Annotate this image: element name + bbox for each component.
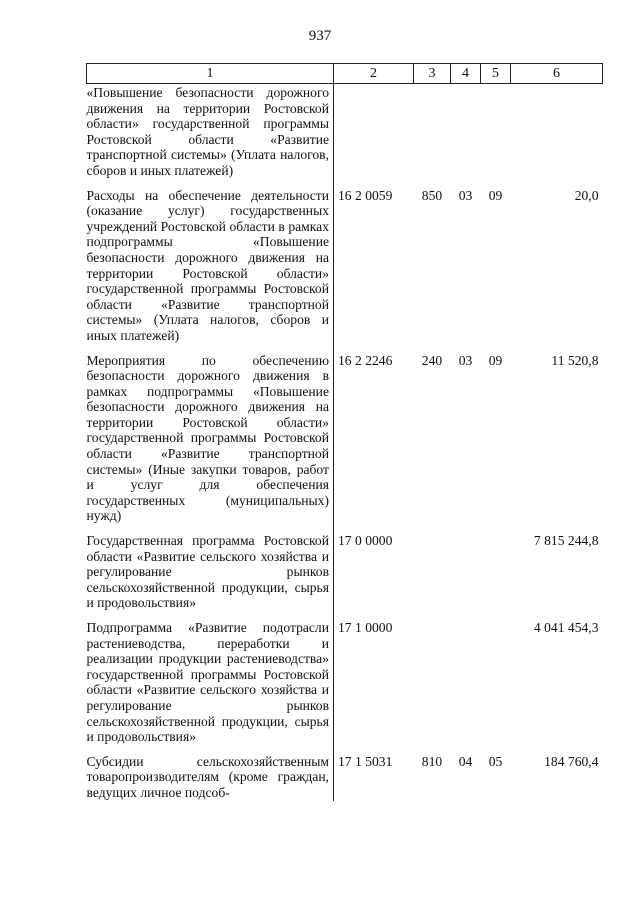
row-amount: 7 815 244,8 xyxy=(533,533,599,549)
row-pr: 09 xyxy=(488,187,503,203)
table-row xyxy=(87,620,603,754)
row-rz xyxy=(451,620,481,754)
row-amount: 184 760,4 xyxy=(544,753,599,769)
row-vr: 240 xyxy=(421,352,443,368)
table-row xyxy=(87,188,603,353)
row-amount xyxy=(511,84,603,188)
row-pr xyxy=(481,84,511,188)
row-rz xyxy=(451,533,481,620)
row-amount: 4 041 454,3 xyxy=(533,620,599,635)
row-code: 16 2 0059 xyxy=(338,187,393,203)
row-code xyxy=(334,84,414,188)
row-pr: 09 xyxy=(488,352,503,368)
row-rz: 04 xyxy=(458,753,473,769)
row-vr xyxy=(414,620,451,754)
row-rz xyxy=(451,84,481,188)
row-name: Государственная программа Ростовской области «Развитие сельского хозяйства и регулирование рынков сельскохозяйственной продукции, сырья и продовольствия» xyxy=(87,533,334,620)
budget-table xyxy=(86,63,603,801)
column-header: 1 xyxy=(87,64,334,84)
row-vr xyxy=(414,84,451,188)
table-row xyxy=(87,754,603,801)
row-name: Субсидии сельскохозяйственным товаропроизводителям (кроме граждан, ведущих личное подсоб- xyxy=(87,754,334,801)
row-code: 17 0 0000 xyxy=(338,533,393,549)
column-header: 3 xyxy=(414,64,451,84)
column-header: 5 xyxy=(481,64,511,84)
page-number: 937 xyxy=(308,28,332,44)
row-name: Расходы на обеспечение деятельности (оказание услуг) государственных учреждений Ростовской области в рамках подпрограммы «Повышение безопасности дорожного движения на территории Ростовской области» государственной программы Ростовской области «Развитие транспортной системы» (Уплата налогов, сборов и иных платежей) xyxy=(87,188,334,353)
row-amount: 20,0 xyxy=(574,187,599,203)
column-header: 4 xyxy=(451,64,481,84)
row-name: Подпрограмма «Развитие подотрасли растениеводства, переработки и реализации продукции растениеводства» государственной программы Ростовской области «Развитие сельского хозяйства и регулирование рынков сельскохозяйственной продукции, сырья и продовольствия» xyxy=(87,620,334,754)
row-rz: 03 xyxy=(458,352,473,368)
row-vr: 850 xyxy=(421,187,443,203)
table-row xyxy=(87,533,603,620)
row-pr: 05 xyxy=(488,753,503,769)
row-name: Мероприятия по обеспечению безопасности дорожного движения в рамках подпрограммы «Повышение безопасности дорожного движения на территории Ростовской области» государственной программы Ростовской области «Развитие транспортной системы» (Иные закупки товаров, работ и услуг для обеспечения государственных (муниципальных) нужд) xyxy=(87,353,334,534)
row-amount: 11 520,8 xyxy=(551,352,599,368)
row-vr xyxy=(414,533,451,620)
row-name: «Повышение безопасности дорожного движения на территории Ростовской области» государственной программы Ростовской области «Развитие транспортной системы» (Уплата налогов, сборов и иных платежей) xyxy=(87,84,334,188)
row-vr: 810 xyxy=(421,753,443,769)
row-code: 17 1 0000 xyxy=(338,620,393,635)
row-rz: 03 xyxy=(458,187,473,203)
column-header: 6 xyxy=(511,64,603,84)
table-row xyxy=(87,84,603,188)
table-header xyxy=(87,64,603,84)
row-code: 16 2 2246 xyxy=(338,352,393,368)
column-header: 2 xyxy=(334,64,414,84)
row-code: 17 1 5031 xyxy=(338,753,393,769)
row-pr xyxy=(481,620,511,754)
table-row xyxy=(87,353,603,534)
row-pr xyxy=(481,533,511,620)
